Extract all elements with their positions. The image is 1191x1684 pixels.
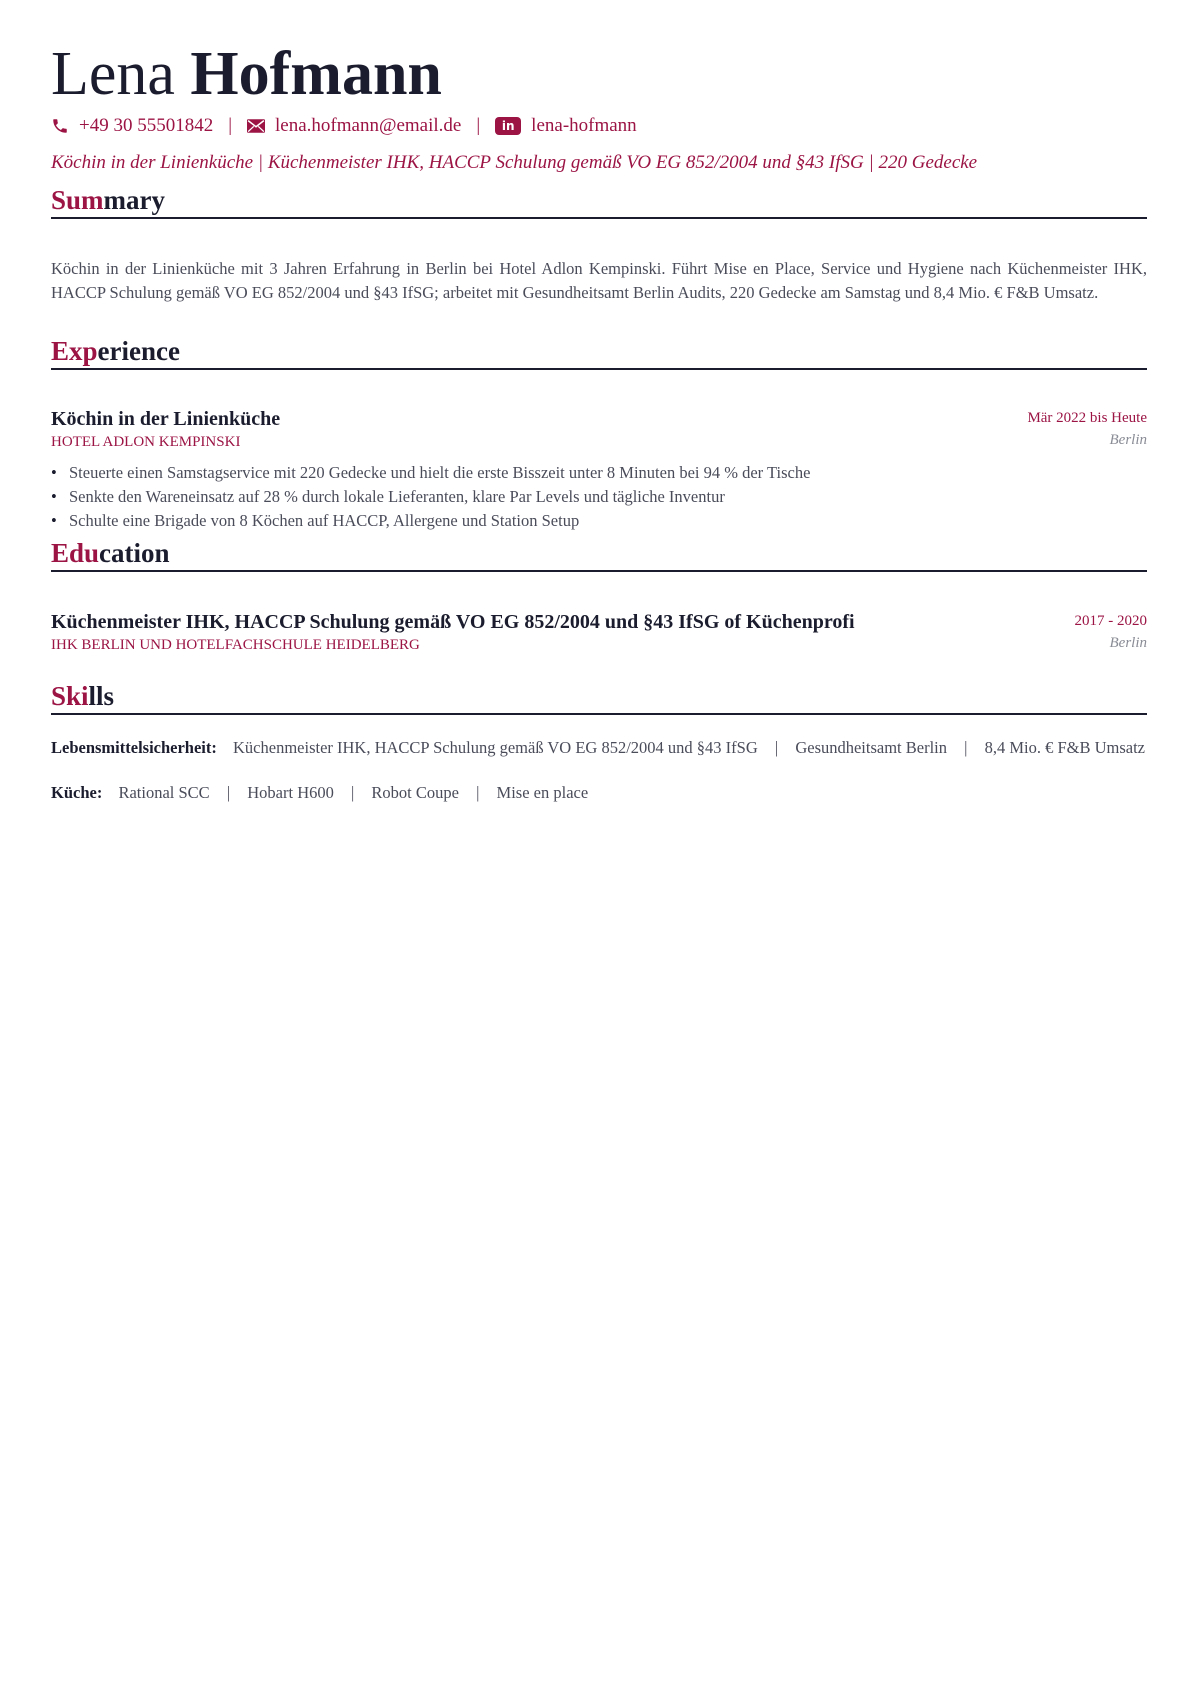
heading-rest: lls: [88, 681, 115, 711]
skill-separator: |: [964, 738, 968, 757]
candidate-name: [51, 38, 442, 110]
heading-highlight: Ski: [51, 681, 89, 711]
skill-item: Robot Coupe: [371, 783, 459, 802]
heading-highlight: Sum: [51, 185, 104, 215]
email-contact[interactable]: [247, 114, 461, 138]
list-item: • Steuerte einen Samstagservice mit 220 Gedecke und hielt die erste Bisszeit unter 8 Minuten bei 94 % der Tische: [51, 461, 810, 485]
heading-rest: mary: [103, 185, 166, 215]
skill-category-label: Lebensmittelsicherheit:: [51, 738, 217, 757]
job-location: Berlin: [1109, 432, 1147, 448]
envelope-icon: [247, 119, 265, 133]
job-achievements-list: [51, 461, 810, 533]
skill-item: Küchenmeister IHK, HACCP Schulung gemäß VO EG 852/2004 und §43 IfSG: [233, 738, 758, 757]
skill-row-food-safety: [51, 736, 1147, 760]
section-heading-skills: [51, 680, 1147, 715]
job-employer: HOTEL ADLON KEMPINSKI: [51, 434, 241, 450]
contact-line: [51, 114, 637, 138]
last-name: Hofmann: [190, 40, 442, 108]
skill-separator: |: [350, 783, 355, 802]
first-name: Lena: [51, 40, 175, 108]
skill-item: Rational SCC: [118, 783, 210, 802]
skill-row-kitchen: [51, 781, 1147, 805]
section-heading-summary: [51, 184, 1147, 219]
skill-separator: |: [226, 783, 231, 802]
list-item: • Senkte den Wareneinsatz auf 28 % durch lokale Lieferanten, klare Par Levels und tägliche Inventur: [51, 485, 810, 509]
heading-highlight: Exp: [51, 336, 98, 366]
section-heading-education: [51, 537, 1147, 572]
education-location: Berlin: [1109, 635, 1147, 651]
contact-separator: |: [228, 115, 233, 136]
job-dates: Mär 2022 bis Heute: [1027, 410, 1147, 426]
heading-highlight: Edu: [51, 538, 100, 568]
heading-rest: erience: [97, 336, 180, 366]
linkedin-icon: in: [495, 117, 521, 135]
skill-item: 8,4 Mio. € F&B Umsatz: [984, 738, 1146, 757]
skill-separator: |: [476, 783, 480, 802]
phone-number: +49 30 55501842: [79, 115, 214, 136]
skill-item: Gesundheitsamt Berlin: [795, 738, 948, 757]
job-title: Köchin in der Linienküche: [51, 408, 281, 430]
list-item: • Schulte eine Brigade von 8 Köchen auf HACCP, Allergene und Station Setup: [51, 509, 810, 533]
contact-separator: |: [476, 115, 481, 136]
summary-text: Köchin in der Linienküche mit 3 Jahren Erfahrung in Berlin bei Hotel Adlon Kempinski. Führt Mise en Place, Service und Hygiene nach Küchenmeister IHK, HACCP Schulung gemäß VO EG 852/2004 und §43 IfSG; arbeitet mit Gesundheitsamt Berlin Audits, 220 Gedecke am Samstag und 8,4 Mio. € F&B Umsatz.: [51, 259, 1147, 302]
skill-category-label: Küche:: [51, 783, 103, 802]
phone-contact[interactable]: [51, 114, 213, 138]
degree-title: Küchenmeister IHK, HACCP Schulung gemäß VO EG 852/2004 und §43 IfSG of Küchenprofi: [51, 611, 855, 633]
linkedin-handle: lena-hofmann: [531, 115, 637, 136]
skill-item: Hobart H600: [247, 783, 334, 802]
email-address: lena.hofmann@email.de: [275, 115, 462, 136]
education-dates: 2017 - 2020: [1074, 613, 1147, 629]
heading-rest: cation: [99, 538, 170, 568]
linkedin-contact[interactable]: [495, 114, 637, 138]
skill-item: Mise en place: [496, 783, 589, 802]
phone-icon: [51, 117, 69, 135]
school-name: IHK BERLIN UND HOTELFACHSCHULE HEIDELBERG: [51, 637, 420, 653]
skill-separator: |: [774, 738, 779, 757]
section-heading-experience: [51, 335, 1147, 370]
headline-tagline: Köchin in der Linienküche | Küchenmeister IHK, HACCP Schulung gemäß VO EG 852/2004 und §43 IfSG | 220 Gedecke: [51, 152, 978, 173]
